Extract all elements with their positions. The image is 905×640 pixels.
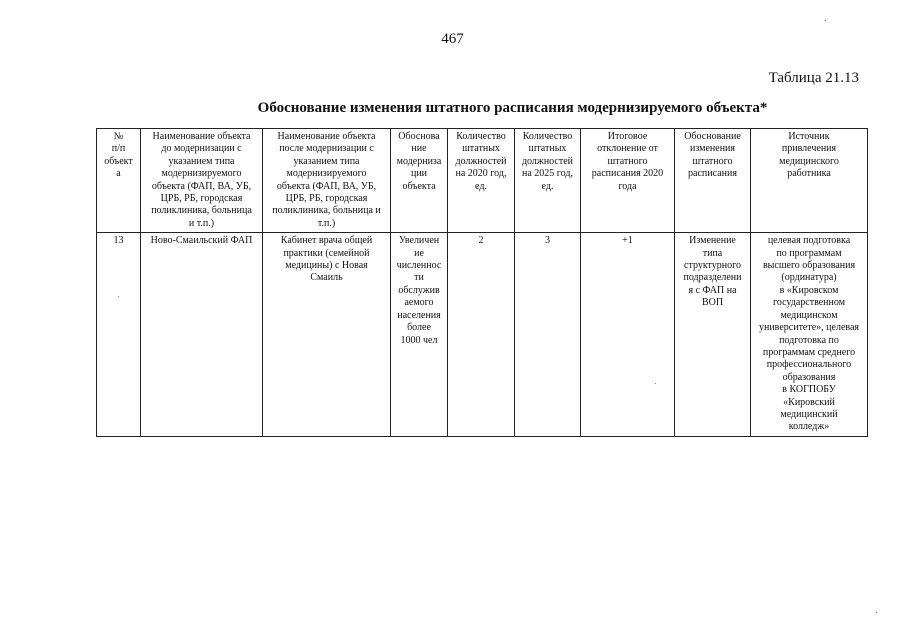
staffing-table [96, 128, 868, 437]
header-positions-2020: Количество штатных должностей на 2020 год, ед. [448, 129, 515, 233]
cell-deviation: +1 [581, 233, 675, 437]
header-object-number: № п/п объект а [97, 129, 141, 233]
cell-staffing-change-reason: Изменение типа структурного подразделени я с ФАП на ВОП [675, 233, 751, 437]
cell-positions-2025: 3 [515, 233, 581, 437]
table-header-row [97, 129, 868, 233]
header-name-before: Наименование объекта до модернизации с указанием типа модернизируемого объекта (ФАП, ВА, УБ, ЦРБ, РБ, городская поликлиника, больница и т.п.) [141, 129, 263, 233]
header-deviation: Итоговое отклонение от штатного расписания 2020 года [581, 129, 675, 233]
header-name-after: Наименование объекта после модернизации с указанием типа модернизируемого объекта (ФАП, ВА, УБ, ЦРБ, РБ, городская поликлиника, больница и т.п.) [263, 129, 391, 233]
scan-speck [118, 296, 119, 297]
table-label: Таблица 21.13 [768, 70, 859, 86]
cell-justification: Увеличен ие численнос ти обслужив аемого населения более 1000 чел [391, 233, 448, 437]
cell-positions-2020: 2 [448, 233, 515, 437]
header-justification: Обоснова ние модерниза ции объекта [391, 129, 448, 233]
table-row [97, 233, 868, 437]
scan-speck [876, 612, 877, 613]
document-title: Обоснование изменения штатного расписания модернизируемого объекта* [257, 100, 768, 116]
page-number: 467 [441, 31, 464, 47]
scan-speck [825, 20, 826, 21]
header-positions-2025: Количество штатных должностей на 2025 год, ед. [515, 129, 581, 233]
cell-object-number: 13 [97, 233, 141, 437]
scan-speck [655, 383, 656, 384]
cell-name-after: Кабинет врача общей практики (семейной медицины) с Новая Смаиль [263, 233, 391, 437]
cell-staff-source: целевая подготовка по программам высшего образования (ординатура) в «Кировском государственном медицинском университете», целевая подготовка по программам среднего профессионального образования в КОГПОБУ «Кировский медицинский колледж» [751, 233, 868, 437]
header-staff-source: Источник привлечения медицинского работника [751, 129, 868, 233]
header-staffing-change-reason: Обоснование изменения штатного расписания [675, 129, 751, 233]
cell-name-before: Ново-Смаильский ФАП [141, 233, 263, 437]
